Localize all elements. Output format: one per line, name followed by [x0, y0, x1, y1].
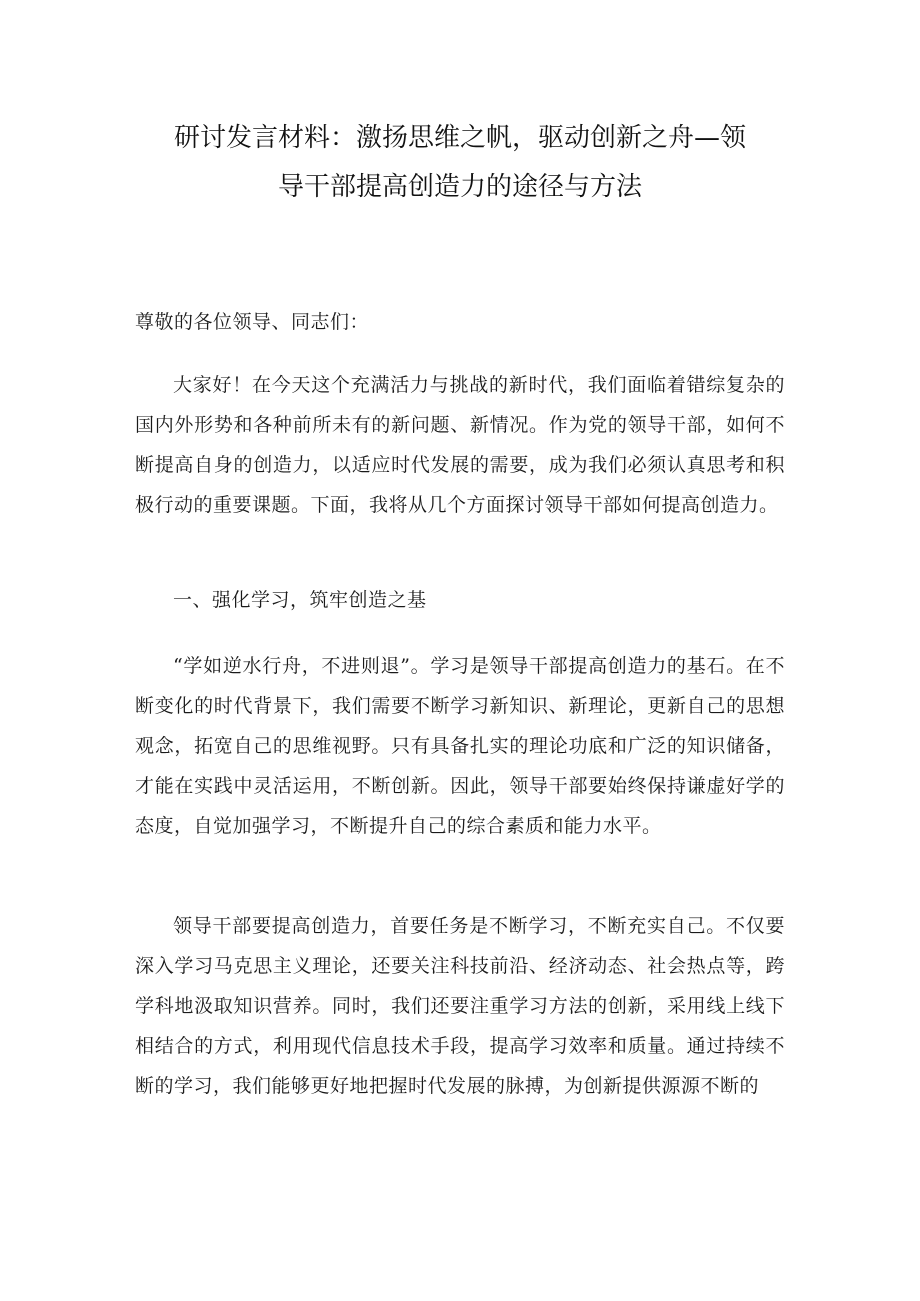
paragraph-learning-continuous: 领导干部要提高创造力，首要任务是不断学习，不断充实自己。不仅要深入学习马克思主义理论，还要关注科技前沿、经济动态、社会热点等，跨学科地汲取知识营养。同时，我们还要注重学习方法的创新，采用线上线下相结合的方式，利用现代信息技术手段，提高学习效率和质量。通过持续不断的学习，我们能够更好地把握时代发展的脉搏，为创新提供源源不断的 — [135, 915, 785, 1097]
paragraph-opening: 大家好！在今天这个充满活力与挑战的新时代，我们面临着错综复杂的国内外形势和各种前所未有的新问题、新情况。作为党的领导干部，如何不断提高自身的创造力，以适应时代发展的需要，成为我们必须认真思考和积极行动的重要课题。下面，我将从几个方面探讨领导干部如何提高创造力。 — [135, 374, 785, 516]
section-heading-1: 一、强化学习，筑牢创造之基 — [173, 589, 427, 611]
document-title-line-1: 研讨发言材料：激扬思维之帆，驱动创新之舟—领 — [173, 123, 746, 153]
document-title-line-2: 导干部提高创造力的途径与方法 — [277, 172, 642, 202]
salutation: 尊敬的各位领导、同志们： — [135, 311, 370, 333]
paragraph-learning-quote: “学如逆水行舟，不进则退”。学习是领导干部提高创造力的基石。在不断变化的时代背景下，我们需要不断学习新知识、新理论，更新自己的思想观念，拓宽自己的思维视野。只有具备扎实的理论功底和广泛的知识储备，才能在实践中灵活运用，不断创新。因此，领导干部要始终保持谦虚好学的态度，自觉加强学习，不断提升自己的综合素质和能力水平。 — [135, 655, 785, 837]
